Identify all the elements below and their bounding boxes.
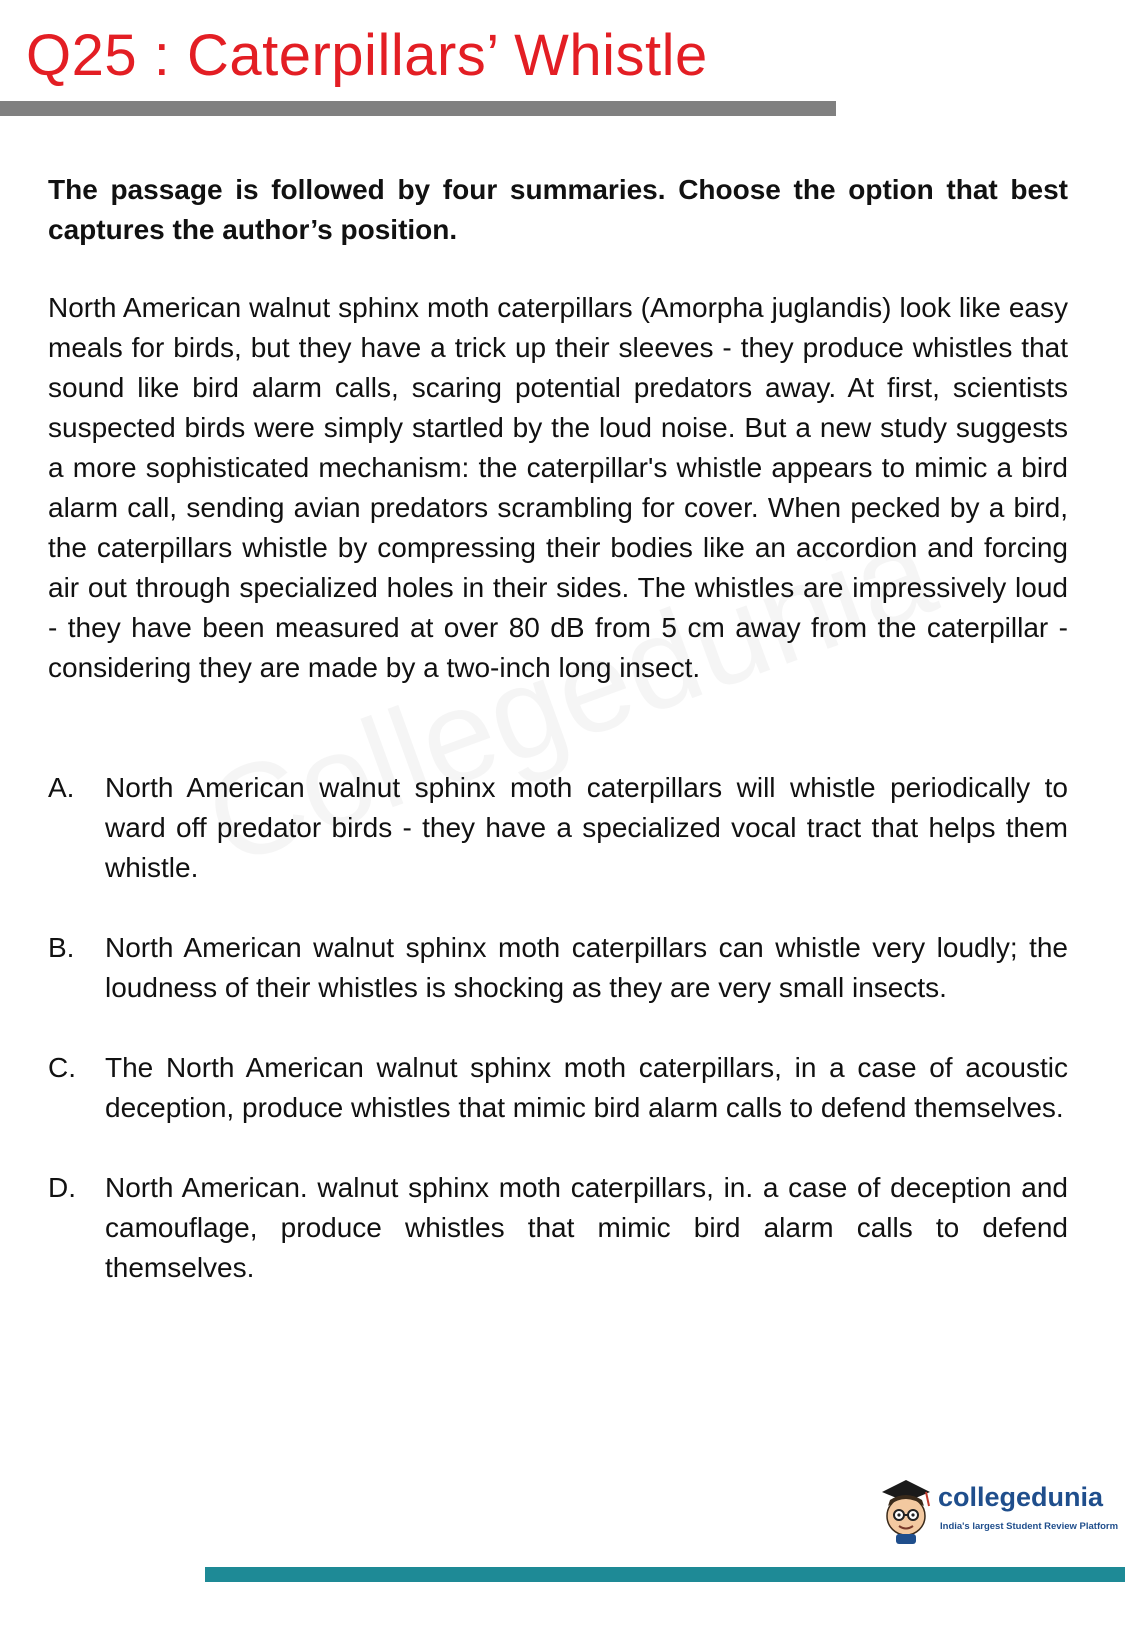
brand-logo: [876, 1476, 1119, 1546]
option-text: North American walnut sphinx moth caterpillars will whistle periodically to ward off predator birds - they have a specialized vocal tract that helps them whistle.: [105, 772, 1068, 883]
option-letter: B.: [48, 932, 75, 963]
option-text: North American. walnut sphinx moth caterpillars, in. a case of deception and camouflage, produce whistles that mimic bird alarm calls to defend themselves.: [105, 1172, 1068, 1283]
mascot-icon: [876, 1476, 936, 1546]
question-body: [48, 170, 1068, 1328]
option-d: [48, 1168, 1068, 1288]
brand-tagline: India's largest Student Review Platform: [940, 1521, 1119, 1532]
option-letter: C.: [48, 1052, 76, 1083]
option-a: [48, 768, 1068, 888]
options-list: [48, 768, 1068, 1288]
footer-divider: [205, 1567, 1125, 1582]
option-text: North American walnut sphinx moth caterpillars can whistle very loudly; the loudness of their whistles is shocking as they are very small insects.: [105, 932, 1068, 1003]
option-b: [48, 928, 1068, 1008]
passage-text: North American walnut sphinx moth caterpillars (Amorpha juglandis) look like easy meals for birds, but they have a trick up their sleeves - they produce whistles that sound like bird alarm calls, scaring potential predators away. At first, scientists suspected birds were simply startled by the loud noise. But a new study suggests a more sophisticated mechanism: the caterpillar's whistle appears to mimic a bird alarm call, sending avian predators scrambling for cover. When pecked by a bird, the caterpillars whistle by compressing their bodies like an accordion and forcing air out through specialized holes in their sides. The whistles are impressively loud - they have been measured at over 80 dB from 5 cm away from the caterpillar - considering they are made by a two-inch long insect.: [48, 292, 1068, 683]
option-letter: A.: [48, 772, 75, 803]
option-c: [48, 1048, 1068, 1128]
option-text: The North American walnut sphinx moth caterpillars, in a case of acoustic deception, produce whistles that mimic bird alarm calls to defend themselves.: [105, 1052, 1068, 1123]
title-divider: [0, 101, 836, 116]
option-letter: D.: [48, 1172, 76, 1203]
instruction-text: The passage is followed by four summaries. Choose the option that best captures the author’s position.: [48, 174, 1068, 245]
question-title: Q25 : Caterpillars’ Whistle: [26, 23, 708, 88]
brand-name: collegedunia: [938, 1482, 1104, 1512]
